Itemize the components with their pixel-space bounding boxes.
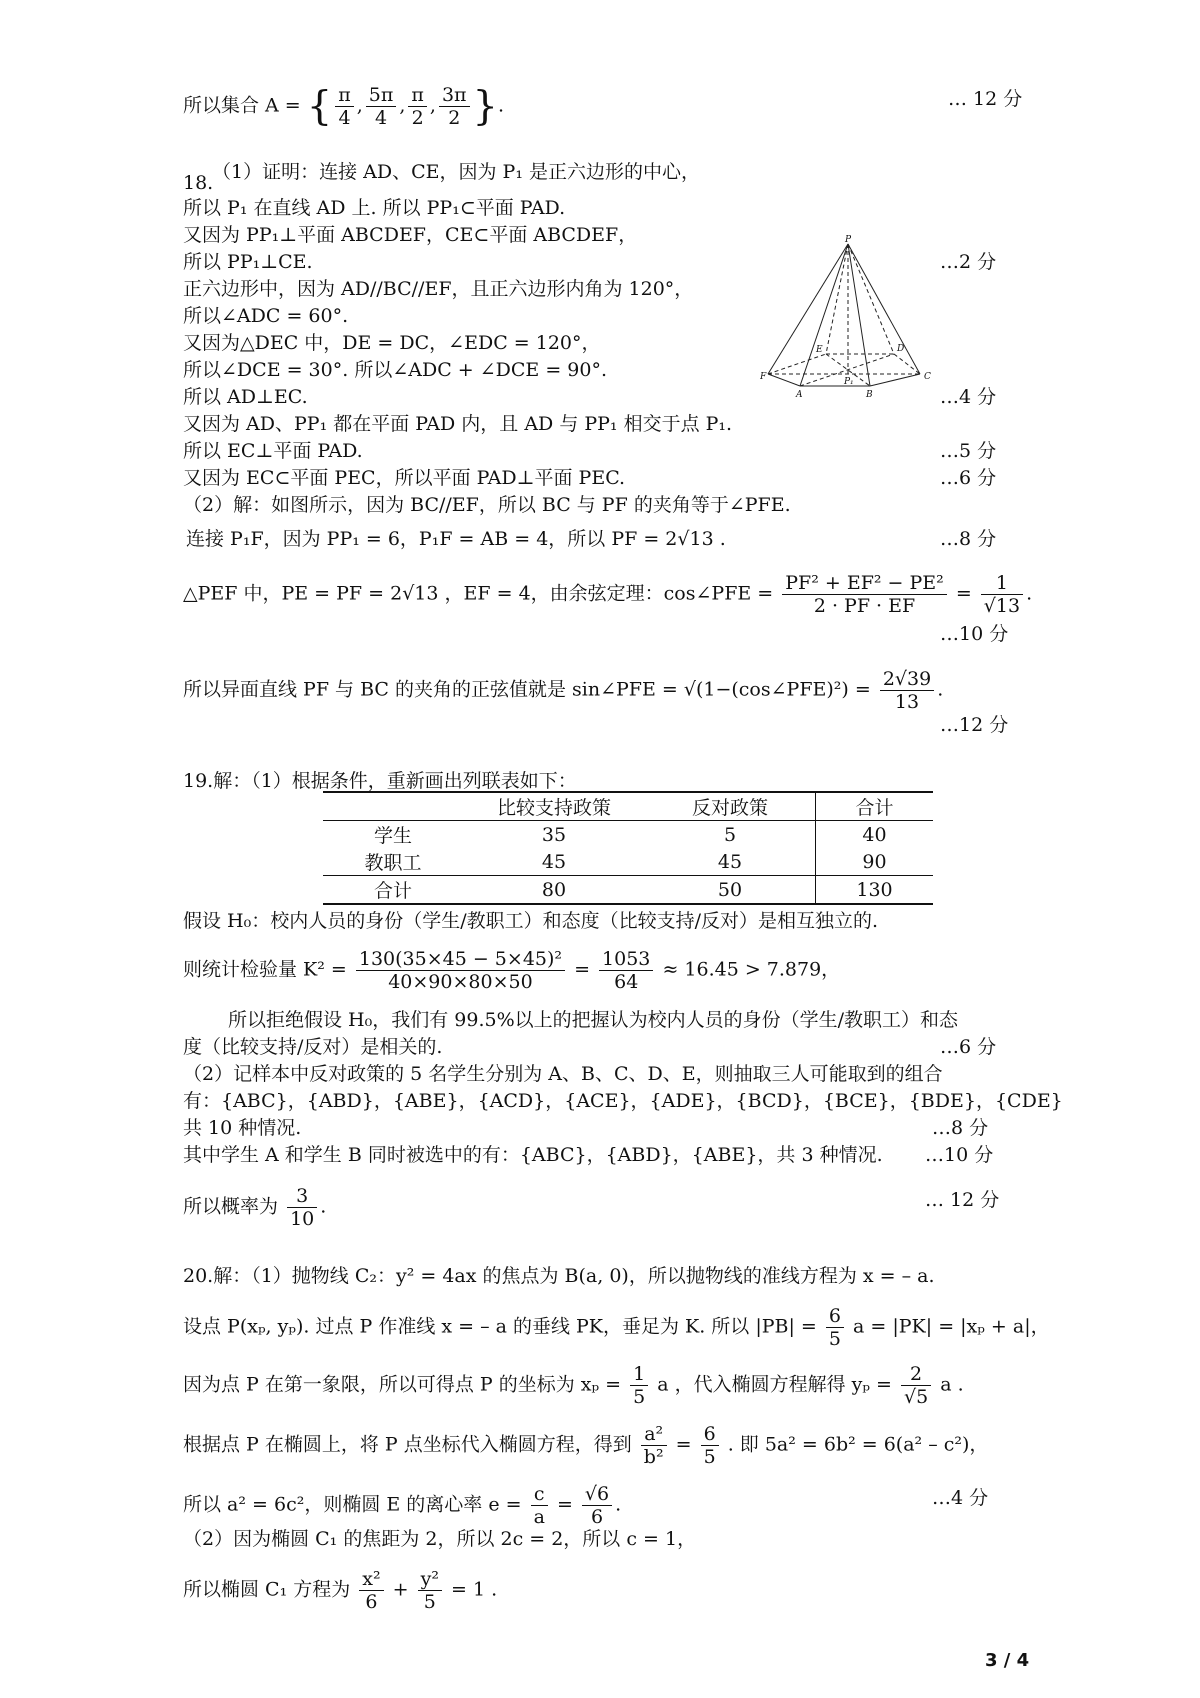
score: …6 分 [940,1036,997,1058]
problem-20-line: 20.解：（1）抛物线 C₂：y² = 4ax 的焦点为 B(a, 0)，所以抛物线的准线方程为 x = – a. [183,1265,935,1287]
proof-line: 所以 EC⊥平面 PAD. [183,440,363,462]
hexagonal-pyramid-figure [760,234,935,406]
part2-line: 有：{ABC}，{ABD}，{ABE}，{ACD}，{ACE}，{ADE}，{BCD}，{BCE}，{BDE}，{CDE} [183,1090,1063,1112]
proof-line: 又因为△DEC 中，DE = DC，∠EDC = 120°， [183,332,601,354]
table-total-row: 合计 80 50 130 [323,876,933,905]
problem-19-heading: 19.解：（1）根据条件，重新画出列联表如下： [183,770,577,792]
figure-label: P [845,235,852,245]
sine-value: $\frac{2√39}{13}$ [880,668,934,713]
proof-line: 又因为 EC⊂平面 PEC，所以平面 PAD⊥平面 PEC. [183,467,626,489]
figure-label: A [796,390,803,400]
proof-line: 所以 AD⊥EC. [183,386,308,408]
cosine-line: △PEF 中，PE = PF = 2√13 ，EF = 4，由余弦定理：cos∠PFE = $\frac{\text{PF² + EF² − PE²}}{2 \cdot PF \cdot EF}$ = $\frac{1}{√13}$ . [183,572,1033,617]
score: … 12 分 [925,1189,1000,1211]
proof-line: 所以∠DCE = 30°. 所以∠ADC + ∠DCE = 90°. [183,359,608,381]
contingency-table [323,791,933,905]
conclusion-line: 所以拒绝假设 H₀，我们有 99.5%以上的把握认为校内人员的身份（学生/教职工）和态 [228,1009,959,1031]
proof-line: 又因为 PP₁⊥平面 ABCDEF，CE⊂平面 ABCDEF， [183,224,638,246]
score: …4 分 [940,386,997,408]
proof-line: 正六边形中，因为 AD//BC//EF，且正六边形内角为 120°， [183,278,694,300]
problem-20-line: 因为点 P 在第一象限，所以可得点 P 的坐标为 xₚ = $\frac{1}{5}$ a ，代入椭圆方程解得 yₚ = $\frac{2}{√5}$ a . [183,1363,964,1408]
proof-line: （2）解：如图所示，因为 BC//EF，所以 BC 与 PF 的夹角等于∠PFE. [183,494,791,516]
sine-line: 所以异面直线 PF 与 BC 的夹角的正弦值就是 sin∠PFE = √(1−(cos∠PFE)²) = $\frac{2√39}{13}$ . [183,668,944,713]
problem-18-number: 18. [183,172,214,194]
score: …8 分 [932,1117,989,1139]
proof-line: 所以 P₁ 在直线 AD 上. 所以 PP₁⊂平面 PAD. [183,197,566,219]
part2-line: 其中学生 A 和学生 B 同时被选中的有：{ABC}，{ABD}，{ABE}，共 3 种情况. [183,1144,883,1166]
problem-20-line: （2）因为椭圆 C₁ 的焦距为 2，所以 2c = 2，所以 c = 1， [183,1528,697,1550]
score: …6 分 [940,467,997,489]
problem-20-line: 根据点 P 在椭圆上，将 P 点坐标代入椭圆方程，得到 $\frac{\text{a²}}{\text{b²}}$ = $\frac{6}{5}$ . 即 5a² = 6b² = 6(a² – c²)， [183,1423,989,1468]
score: …10 分 [940,623,1009,645]
conclusion-line: 度（比较支持/反对）是相关的. [183,1036,443,1058]
proof-line: 所以∠ADC = 60°. [183,305,349,327]
proof-line: 连接 P₁F，因为 PP₁ = 6，P₁F = AB = 4，所以 PF = 2√13 . [186,528,726,550]
figure-label: E [816,345,823,355]
hypothesis-line: 假设 H₀：校内人员的身份（学生/教职工）和态度（比较支持/反对）是相互独立的. [183,910,879,932]
score: …8 分 [940,528,997,550]
score: …12 分 [940,714,1009,736]
problem-20-line: 所以椭圆 C₁ 方程为 $\frac{\text{x²}}{6}$ + $\frac{\text{y²}}{5}$ = 1 . [183,1568,498,1613]
score: …2 分 [940,251,997,273]
part2-line: 共 10 种情况. [183,1117,302,1139]
score: …5 分 [940,440,997,462]
cosine-value: $\frac{1}{√13}$ [981,572,1023,617]
proof-line: 所以 PP₁⊥CE. [183,251,313,273]
figure-label: C [924,372,931,382]
figure-label: P₁ [844,377,854,387]
probability-line: 所以概率为 $\frac{3}{10}$ . [183,1185,327,1230]
problem-20-line: 设点 P(xₚ, yₚ). 过点 P 作准线 x = – a 的垂线 PK，垂足为 K. 所以 |PB| = $\frac{6}{5}$ a = |PK| = |xₚ + a|， [183,1305,1050,1350]
part2-line: （2）记样本中反对政策的 5 名学生分别为 A、B、C、D、E，则抽取三人可能取到的组合 [183,1063,943,1085]
set-a-line: 所以集合 A = { $\frac{\pi}{4}$ , $\frac{5\pi}{4}$ , $\frac{\pi}{2}$ , $\frac{3\pi}{2}$ }. [183,83,505,130]
score: …10 分 [925,1144,994,1166]
figure-label: D [897,344,905,354]
statistic-line: 则统计检验量 K² = $\frac{\text{130(35×45 − 5×45)²}}{40\times 90\times 80\times 50}$ = $\frac{1053}{64}$ ≈ 16.45 > 7.879， [183,948,841,993]
table-row: 教职工 45 45 90 [323,848,933,876]
figure-label: B [866,390,873,400]
proof-line: （1）证明：连接 AD、CE，因为 P₁ 是正六边形的中心， [212,161,700,183]
cosine-fraction: $\frac{\text{PF² + EF² − PE²}}{2 \cdot PF \cdot EF}$ [782,572,947,617]
score: … 12 分 [948,88,1023,110]
table-row: 学生 35 5 40 [323,821,933,849]
set-a-text: 所以集合 A = [183,94,301,117]
score: …4 分 [932,1487,989,1509]
page-number: 3 / 4 [985,1650,1030,1671]
table-header-row: 比较支持政策 反对政策 合计 [323,792,933,821]
proof-line: 又因为 AD、PP₁ 都在平面 PAD 内，且 AD 与 PP₁ 相交于点 P₁. [183,413,733,435]
problem-20-line: 所以 a² = 6c²，则椭圆 E 的离心率 e = $\frac{c}{a}$ = $\frac{√6}{6}$ . [183,1483,622,1528]
figure-label: F [760,372,767,382]
